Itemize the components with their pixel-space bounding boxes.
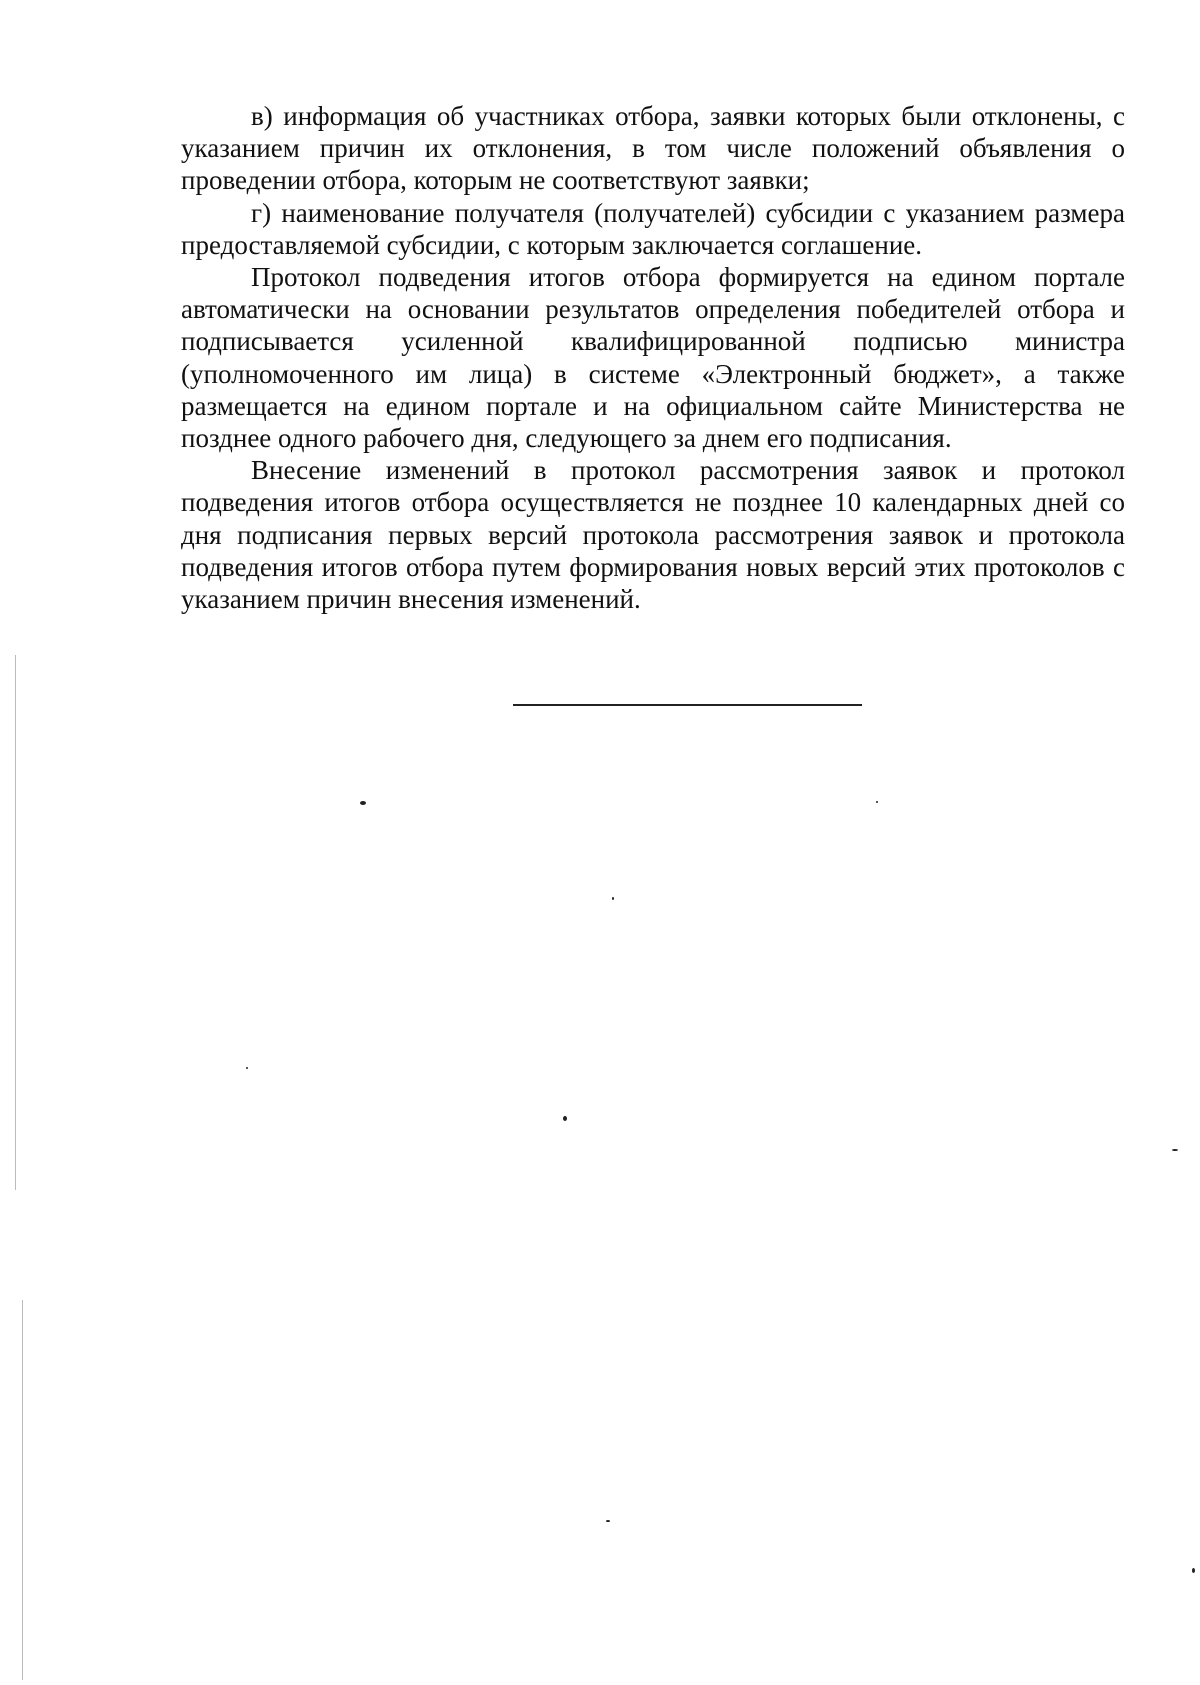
scan-speck (876, 801, 878, 803)
scan-speck (563, 1116, 567, 1121)
scan-speck (360, 801, 366, 805)
paragraph-protocol-summary: Протокол подведения итогов отбора формируется на едином портале автоматически на основании результатов определения победителей отбора и подписывается усиленной квалифицированной подписью министра (уполномоченного им лица) в системе «Электронный бюджет», а также размещается на едином портале и на официальном сайте Министерства не позднее одного рабочего дня, следующего за днем его подписания. (181, 262, 1125, 454)
paragraph-item-g: г) наименование получателя (получателей) субсидии с указанием размера предоставляемой субсидии, с которым заключается соглашение. (181, 197, 1125, 260)
paragraph-item-v: в) информация об участниках отбора, заявки которых были отклонены, с указанием причин их отклонения, в том числе положений объявления о проведении отбора, которым не соответствуют заявки; (181, 101, 1125, 196)
scan-speck (606, 1520, 610, 1522)
scan-edge-line-lower (22, 1300, 23, 1680)
scan-edge-line-upper (15, 655, 16, 1190)
scan-speck (246, 1067, 248, 1069)
paragraph-protocol-changes: Внесение изменений в протокол рассмотрения заявок и протокол подведения итогов отбора осуществляется не позднее 10 календарных дней со дня подписания первых версий протокола рассмотрения заявок и протокола подведения итогов отбора путем формирования новых версий этих протоколов с указанием причин внесения изменений. (181, 455, 1125, 615)
end-of-text-rule (513, 704, 862, 706)
scan-speck (612, 897, 614, 900)
scan-speck (1192, 1568, 1195, 1573)
scan-speck (1172, 1149, 1178, 1151)
document-body (181, 100, 1125, 615)
